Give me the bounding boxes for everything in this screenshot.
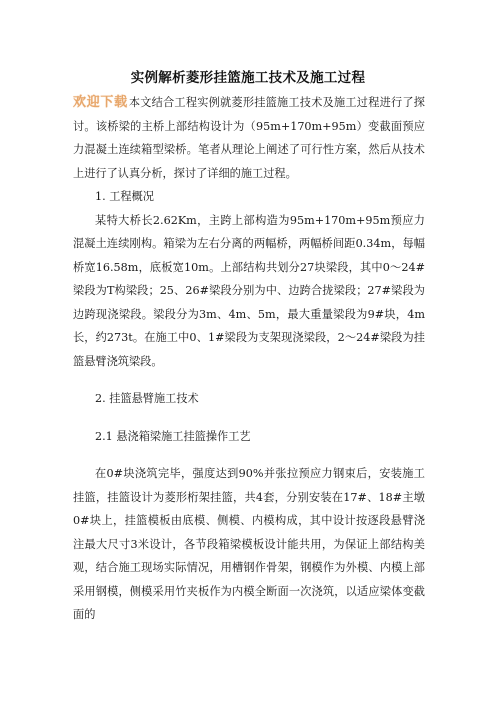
intro-paragraph [73, 91, 425, 185]
watermark-text: 欢迎下载 [73, 95, 128, 110]
section-1-heading: 1. 工程概况 [95, 190, 154, 203]
paragraph-spacer [73, 411, 425, 425]
document-title: 实例解析菱形挂篮施工技术及施工过程 [130, 70, 366, 86]
section-2-1-paragraph: 在0#块浇筑完毕，强度达到90%并张拉预应力钢束后，安装施工挂篮，挂篮设计为菱形桁架挂篮，共4套，分别安装在17#、18#主墩0#块上，挂篮模板由底模、侧模、内模构成，其中设计按逐段悬臂浇注最大尺寸3米设计，各节段箱梁模板设计能共用，为保证上部结构美观，结合施工现场实际情况，用槽钢作骨架，钢模作为外模、内模上部采用钢模，侧模采用竹夹板作为内模全断面一次浇筑，以适应梁体变截面的 [73, 467, 425, 621]
paragraph-spacer [73, 448, 425, 462]
section-2-1-heading: 2.1 悬浇箱梁施工挂篮操作工艺 [95, 429, 251, 443]
document-body [73, 91, 425, 627]
intro-text: 本文结合工程实例就菱形挂篮施工技术及施工过程进行了探讨。该桥梁的主桥上部结构设计为（95m+170m+95m）变截面预应力混凝土连续箱型梁桥。笔者从理论上阐述了可行性方案，然后从技术上进行了认真分析，探讨了详细的施工过程。 [73, 96, 425, 180]
section-2-heading: 2. 挂篮悬臂施工技术 [95, 392, 199, 405]
paragraph-spacer [73, 373, 425, 387]
section-1-paragraph: 某特大桥长2.62Km，主跨上部构造为95m+170m+95m预应力混凝土连续刚构。箱梁为左右分离的两幅桥，两幅桥间距0.34m，每幅桥宽16.58m，底板宽10m。上部结构共划分27块梁段，其中0～24#梁段为T构梁段；25、26#梁段分别为中、边跨合拢梁段；27#梁段为边跨现浇梁段。梁段分为3m、4m、5m，最大重量梁段为9#块，4m长，约273t。在施工中0、1#梁段为支架现浇梁段，2～24#梁段为挂篮悬臂浇筑梁段。 [73, 213, 425, 368]
